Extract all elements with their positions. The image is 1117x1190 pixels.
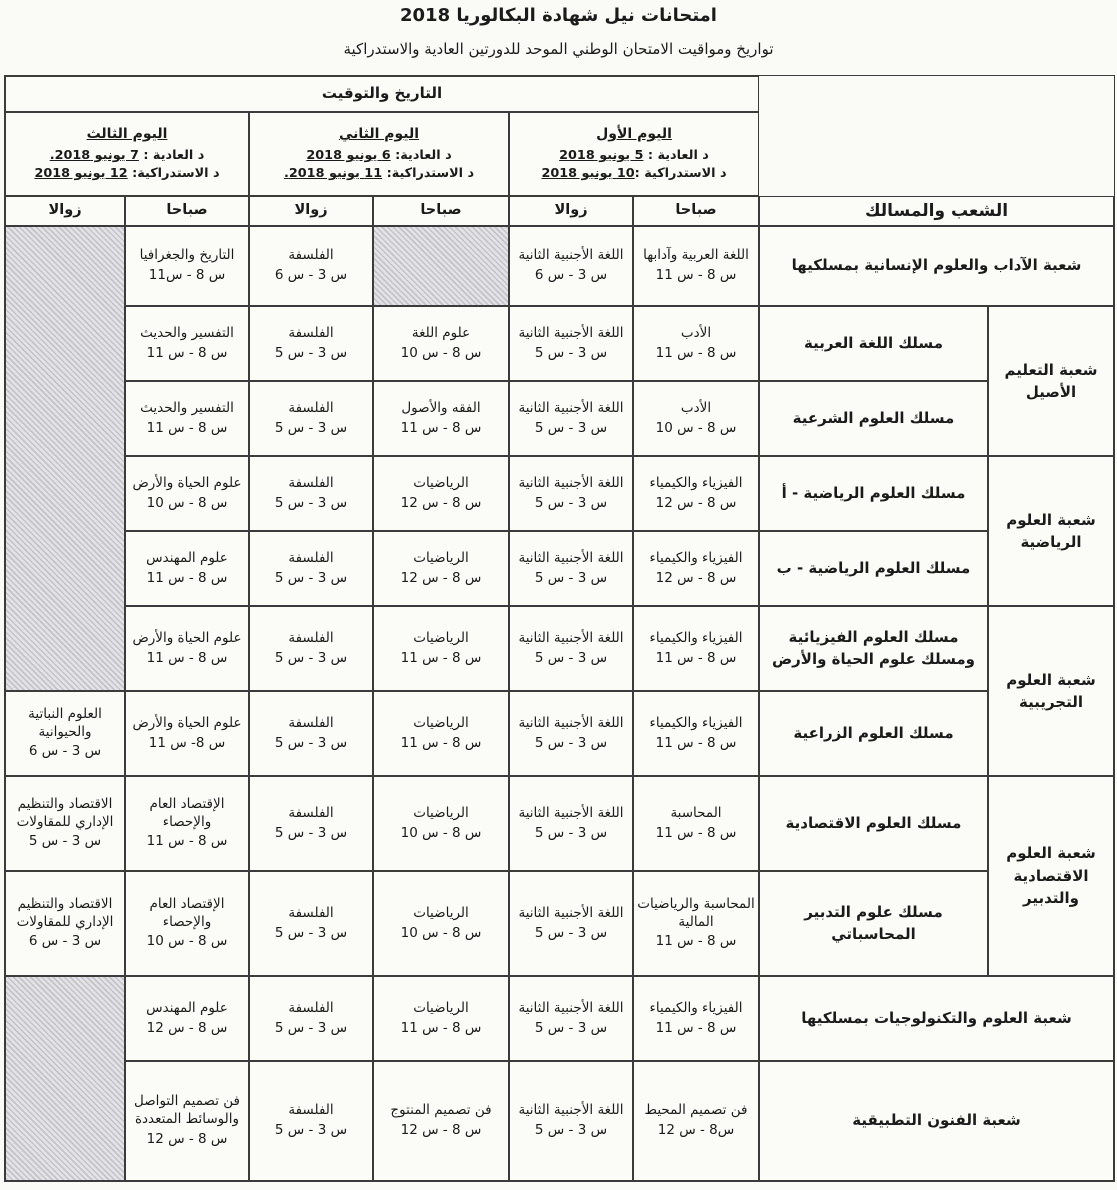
exam-time: س 8 - س 10 (400, 344, 482, 361)
exam-time: س 8 - س 12 (146, 1130, 228, 1147)
exam-subject: علوم اللغة (411, 324, 471, 341)
exam-cell (125, 531, 249, 606)
exam-subject: علوم الحياة والأرض (132, 629, 242, 646)
exam-cell (373, 456, 509, 531)
exam-time: س 8 - س 12 (400, 569, 482, 586)
exam-time: س 3 - س 5 (274, 824, 348, 841)
exam-cell (373, 1061, 509, 1181)
exam-cell (249, 606, 373, 691)
stream-group-label: شعبة التعليم الأصيل (988, 306, 1114, 456)
exam-time: س 3 - س 5 (534, 494, 608, 511)
day3-normal-session: د العادية : 7 يونيو 2018. (49, 148, 205, 164)
exam-schedule-table (4, 75, 1115, 1182)
exam-cell (373, 871, 509, 976)
exam-subject: الفلسفة (288, 324, 334, 341)
exam-subject: اللغة الأجنبية الثانية (518, 324, 624, 341)
exam-cell (509, 531, 633, 606)
date-time-header: التاريخ والتوقيت (5, 76, 759, 112)
exam-subject: الأدب (680, 324, 712, 341)
page-title: امتحانات نيل شهادة البكالوريا 2018 (400, 5, 717, 26)
track-label: مسلك العلوم الشرعية (759, 381, 988, 456)
exam-subject: التاريخ والجغرافيا (139, 247, 235, 264)
exam-cell (633, 606, 759, 691)
exam-cell (509, 976, 633, 1061)
exam-time: س 3 - س 5 (534, 1019, 608, 1036)
exam-cell (125, 1061, 249, 1181)
exam-cell (125, 606, 249, 691)
day1-makeup-session: د الاستدراكية :10 يونيو 2018 (541, 166, 727, 182)
exam-time: س 3 - س 5 (534, 824, 608, 841)
exam-time: س8 - س 12 (657, 1122, 735, 1138)
exam-time: س 8 - س 10 (400, 824, 482, 841)
exam-time: س 8 - س 10 (655, 419, 737, 436)
exam-subject: فن تصميم المحيط (644, 1102, 748, 1119)
exam-cell (125, 976, 249, 1061)
exam-time: س 8 - س11 (148, 267, 226, 283)
exam-cell (125, 456, 249, 531)
track-label: مسلك اللغة العربية (759, 306, 988, 381)
track-label: مسلك العلوم الاقتصادية (759, 776, 988, 871)
exam-subject: علوم الحياة والأرض (132, 714, 242, 731)
day1-normal-session: د العادية : 5 يونيو 2018 (559, 148, 709, 164)
exam-subject: الرياضيات (413, 549, 469, 566)
exam-time: س 8 - س 12 (400, 494, 482, 511)
day2-name: اليوم الثاني (338, 125, 420, 142)
exam-cell (249, 776, 373, 871)
exam-time: س 3 - س 5 (534, 734, 608, 751)
exam-subject: اللغة الأجنبية الثانية (518, 804, 624, 821)
exam-subject: الفلسفة (288, 1102, 334, 1119)
exam-time: س 3 - س 5 (274, 649, 348, 666)
exam-subject: اللغة الأجنبية الثانية (518, 399, 624, 416)
exam-subject: الإقتصاد العام والإحصاء (149, 795, 225, 830)
exam-cell (373, 606, 509, 691)
exam-time: س 3 - س 5 (274, 494, 348, 511)
exam-time: س 3 - س 5 (274, 569, 348, 586)
day1-morning-header: صباحا (633, 196, 759, 226)
exam-subject: الاقتصاد والتنظيم الإداري للمقاولات (16, 895, 114, 930)
day2-makeup-session: د الاستدراكية: 11 يونيو 2018. (284, 166, 475, 182)
exam-cell (633, 1061, 759, 1181)
exam-time: س 8 - س 12 (655, 494, 737, 511)
exam-time: س 3 - س 6 (534, 267, 608, 283)
exam-time: س 8 - س 12 (400, 1122, 482, 1138)
track-label: مسلك علوم التدبير المحاسباتي (759, 871, 988, 976)
exam-subject: العلوم النباتية والحيوانية (28, 705, 102, 740)
exam-cell (5, 776, 125, 871)
exam-subject: فن تصميم التواصل والوسائط المتعددة (134, 1093, 240, 1128)
exam-cell (509, 226, 633, 306)
exam-cell (633, 776, 759, 871)
exam-cell (125, 306, 249, 381)
exam-subject: الرياضيات (413, 999, 469, 1016)
exam-time: س 8 - س 11 (146, 649, 228, 666)
hatched-empty-cell-day2-morning (373, 226, 509, 306)
exam-time: س 8 - س 11 (400, 419, 482, 436)
stream-group-label: شعبة العلوم الرياضية (988, 456, 1114, 606)
exam-subject: اللغة الأجنبية الثانية (518, 1102, 624, 1119)
exam-cell (509, 871, 633, 976)
exam-cell (509, 691, 633, 776)
exam-subject: الرياضيات (413, 474, 469, 491)
exam-subject: الفلسفة (288, 399, 334, 416)
exam-time: س 8 - س 11 (400, 1019, 482, 1036)
exam-cell (249, 226, 373, 306)
streams-tracks-header: الشعب والمسالك (759, 196, 1114, 226)
exam-cell (249, 456, 373, 531)
track-label: مسلك العلوم الفيزيائية ومسلك علوم الحياة والأرض (759, 606, 988, 691)
exam-cell (249, 1061, 373, 1181)
exam-time: س 8 - س 11 (146, 419, 228, 436)
stream-group-label: شعبة العلوم التجريبية (988, 606, 1114, 776)
day1-afternoon-header: زوالا (509, 196, 633, 226)
exam-subject: المحاسبة والرياضيات المالية (637, 895, 755, 930)
exam-subject: الفلسفة (288, 549, 334, 566)
exam-subject: الفلسفة (288, 904, 334, 921)
track-label: مسلك العلوم الرياضية - أ (759, 456, 988, 531)
day1-name: اليوم الأول (596, 125, 672, 142)
exam-time: س 8 - س 10 (400, 924, 482, 941)
exam-cell (509, 606, 633, 691)
exam-cell (633, 381, 759, 456)
exam-cell (509, 776, 633, 871)
exam-time: س 3 - س 6 (28, 743, 102, 760)
exam-time: س 8 - س 12 (655, 569, 737, 586)
exam-cell (509, 1061, 633, 1181)
exam-cell (509, 456, 633, 531)
exam-time: س 8 - س 11 (146, 344, 228, 361)
exam-time: س 8 - س 11 (400, 734, 482, 751)
exam-time: س 8 - س 11 (655, 267, 737, 283)
exam-subject: الإقتصاد العام والإحصاء (149, 895, 225, 930)
exam-time: س 8 - س 11 (400, 649, 482, 666)
exam-cell (125, 871, 249, 976)
exam-cell (633, 691, 759, 776)
day2-morning-header: صباحا (373, 196, 509, 226)
exam-subject: الفيزياء والكيمياء (649, 999, 743, 1016)
day3-makeup-session: د الاستدراكية: 12 يونيو 2018 (34, 166, 220, 182)
exam-subject: اللغة العربية وآدابها (643, 247, 749, 264)
exam-time: س 8 - س 11 (655, 649, 737, 666)
exam-subject: الفلسفة (288, 629, 334, 646)
page-subtitle: تواريخ ومواقيت الامتحان الوطني الموحد للدورتين العادية والاستدراكية (343, 40, 774, 58)
exam-subject: الفلسفة (288, 714, 334, 731)
exam-time: س 8 - س 11 (146, 833, 228, 850)
exam-cell (249, 306, 373, 381)
exam-time: س 3 - س 5 (534, 344, 608, 361)
exam-subject: اللغة الأجنبية الثانية (518, 549, 624, 566)
exam-cell (249, 691, 373, 776)
exam-subject: الاقتصاد والتنظيم الإداري للمقاولات (16, 795, 114, 830)
exam-subject: التفسير والحديث (140, 324, 234, 341)
exam-subject: اللغة الأجنبية الثانية (518, 714, 624, 731)
day3-name: اليوم الثالث (86, 125, 168, 142)
exam-cell (633, 306, 759, 381)
exam-time: س 3 - س 5 (28, 833, 102, 850)
exam-cell (373, 306, 509, 381)
hatched-empty-block-day3-afternoon-bottom (5, 976, 125, 1181)
exam-time: س 8 - س 11 (655, 933, 737, 950)
exam-time: س 3 - س 5 (274, 419, 348, 436)
exam-time: س 3 - س 5 (534, 419, 608, 436)
exam-time: س 3 - س 5 (534, 569, 608, 586)
exam-subject: الفيزياء والكيمياء (649, 549, 743, 566)
exam-time: س 3 - س 5 (534, 1122, 608, 1138)
exam-subject: الرياضيات (413, 714, 469, 731)
exam-cell (373, 976, 509, 1061)
exam-time: س 3 - س 5 (274, 734, 348, 751)
exam-time: س 8 - س 10 (146, 933, 228, 950)
exam-subject: اللغة الأجنبية الثانية (518, 999, 624, 1016)
exam-cell (249, 976, 373, 1061)
exam-cell (249, 531, 373, 606)
exam-subject: الفلسفة (288, 999, 334, 1016)
exam-time: س 3 - س 5 (274, 1122, 348, 1138)
track-label: مسلك العلوم الرياضية - ب (759, 531, 988, 606)
exam-subject: المحاسبة (670, 804, 722, 821)
exam-subject: الرياضيات (413, 804, 469, 821)
exam-subject: الأدب (680, 399, 712, 416)
exam-time: س 3 - س 5 (274, 924, 348, 941)
stream-label: شعبة العلوم والتكنولوجيات بمسلكيها (759, 976, 1114, 1061)
exam-cell (249, 381, 373, 456)
stream-group-label: شعبة العلوم الاقتصادية والتدبير (988, 776, 1114, 976)
exam-subject: الفيزياء والكيمياء (649, 629, 743, 646)
stream-label: شعبة الآداب والعلوم الإنسانية بمسلكيها (759, 226, 1114, 306)
exam-cell (633, 976, 759, 1061)
exam-time: س 8 - س 10 (146, 494, 228, 511)
exam-time: س 3 - س 5 (534, 649, 608, 666)
exam-time: س 8 - س 11 (655, 1019, 737, 1036)
exam-subject: اللغة الأجنبية الثانية (518, 904, 624, 921)
hatched-empty-block-day3-afternoon (5, 226, 125, 691)
day1-header (509, 112, 759, 196)
exam-subject: علوم الحياة والأرض (132, 474, 242, 491)
exam-subject: علوم المهندس (146, 999, 228, 1016)
exam-subject: الفيزياء والكيمياء (649, 714, 743, 731)
exam-subject: اللغة الأجنبية الثانية (518, 247, 624, 264)
exam-time: س 3 - س 6 (274, 267, 348, 283)
day3-afternoon-header: زوالا (5, 196, 125, 226)
exam-time: س 3 - س 6 (28, 933, 102, 950)
exam-cell (373, 691, 509, 776)
exam-cell (5, 871, 125, 976)
exam-subject: علوم المهندس (146, 549, 228, 566)
exam-cell (633, 871, 759, 976)
exam-time: س 8 - س 12 (146, 1019, 228, 1036)
exam-cell (125, 776, 249, 871)
track-label: مسلك العلوم الزراعية (759, 691, 988, 776)
exam-subject: الفقه والأصول (401, 399, 481, 416)
day2-normal-session: د العادية: 6 يونيو 2018 (306, 148, 452, 164)
stream-label: شعبة الفنون التطبيقية (759, 1061, 1114, 1181)
exam-cell (509, 306, 633, 381)
exam-time: س 8 - س 11 (655, 824, 737, 841)
day3-header (5, 112, 249, 196)
day3-morning-header: صباحا (125, 196, 249, 226)
exam-cell (633, 456, 759, 531)
exam-cell (125, 381, 249, 456)
exam-subject: فن تصميم المنتوج (390, 1102, 492, 1119)
exam-subject: الفيزياء والكيمياء (649, 474, 743, 491)
exam-cell (5, 691, 125, 776)
exam-subject: التفسير والحديث (140, 399, 234, 416)
exam-cell (373, 776, 509, 871)
exam-cell (509, 381, 633, 456)
exam-cell (373, 381, 509, 456)
exam-time: س 3 - س 5 (274, 1019, 348, 1036)
exam-time: س 3 - س 5 (534, 924, 608, 941)
exam-cell (125, 691, 249, 776)
exam-cell (633, 531, 759, 606)
exam-time: س 8- س 11 (148, 734, 226, 751)
exam-time: س 3 - س 5 (274, 344, 348, 361)
exam-time: س 8 - س 11 (655, 734, 737, 751)
document-header (0, 0, 1117, 58)
exam-time: س 8 - س 11 (655, 344, 737, 361)
exam-cell (633, 226, 759, 306)
exam-cell (125, 226, 249, 306)
exam-subject: اللغة الأجنبية الثانية (518, 629, 624, 646)
exam-cell (249, 871, 373, 976)
exam-subject: الفلسفة (288, 474, 334, 491)
day2-afternoon-header: زوالا (249, 196, 373, 226)
exam-subject: الفلسفة (288, 804, 334, 821)
exam-subject: الرياضيات (413, 629, 469, 646)
exam-subject: الفلسفة (288, 247, 334, 264)
exam-subject: الرياضيات (413, 904, 469, 921)
exam-time: س 8 - س 11 (146, 569, 228, 586)
exam-cell (373, 531, 509, 606)
exam-subject: اللغة الأجنبية الثانية (518, 474, 624, 491)
day2-header (249, 112, 509, 196)
